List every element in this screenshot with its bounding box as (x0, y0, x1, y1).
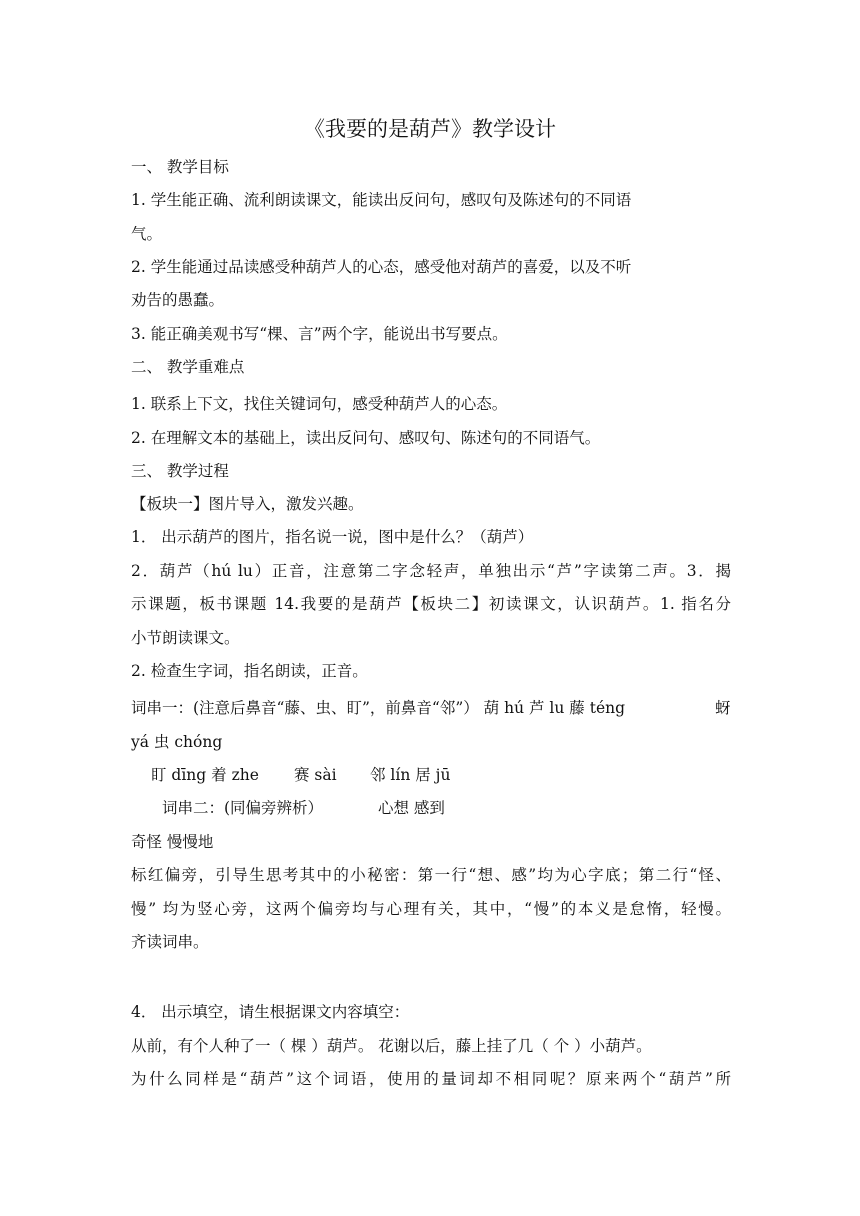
fill-blank-sentence: 从前，有个人种了一（ 棵 ）葫芦。 花谢以后，藤上挂了几（ 个 ）小葫芦。 (131, 1037, 652, 1055)
goal-2-line-1: 2. 学生能通过品读感受种葫芦人的心态，感受他对葫芦的喜爱，以及不听 (131, 258, 632, 276)
section-heading-teaching-goals: 一、 教学目标 (131, 158, 229, 176)
key-point-1: 1. 联系上下文，找住关键词句，感受种葫芦人的心态。 (131, 395, 508, 413)
analysis-line-3: 齐读词串。 (131, 933, 209, 951)
word-group-1-line-2: yá 虫 chóng (131, 733, 223, 751)
analysis-line-1: 标红偏旁，引导生思考其中的小秘密：第一行“想、感”均为心字底；第二行“怪、 (131, 866, 731, 884)
word-group-2-row-1: 心想 感到 (378, 799, 445, 817)
section-heading-key-points: 二、 教学重难点 (131, 358, 245, 376)
analysis-line-2: 慢” 均为竖心旁，这两个偏旁均与心理有关，其中，“慢”的本义是怠惰，轻慢。 (131, 900, 731, 918)
word-group-1-item-lin: 邻 lín 居 jū (370, 766, 451, 784)
check-words-instruction: 2. 检查生字词，指名朗读，正音。 (131, 662, 368, 680)
discussion-question: 为什么同样是“葫芦”这个词语，使用的量词却不相同呢？原来两个“葫芦”所 (131, 1070, 731, 1088)
goal-1-line-2: 气。 (131, 225, 163, 243)
word-group-1-item-sai: 赛 sài (294, 766, 337, 784)
goal-2-line-2: 劝告的愚蠢。 (131, 291, 225, 309)
word-group-1-line-1: 词串一：(注意后鼻音“藤、虫、盯”，前鼻音“邻”） 葫 hú 芦 lu 藤 téng (131, 699, 626, 717)
step-2-line-1: 2．葫芦（hú lu）正音，注意第二字念轻声，单独出示“芦”字读第二声。3．揭 (131, 562, 731, 580)
word-group-1-item-ding: 盯 dīng 着 zhe (151, 766, 259, 784)
block-1-heading: 【板块一】图片导入，激发兴趣。 (131, 495, 364, 513)
word-group-2-row-2: 奇怪 慢慢地 (131, 833, 214, 851)
step-2-line-2: 示课题，板书课题 14.我要的是葫芦【板块二】初读课文，认识葫芦。1. 指名分 (131, 595, 731, 613)
word-group-1-line-1-end: 蚜 (715, 699, 731, 717)
document-title: 《我要的是葫芦》教学设计 (304, 117, 556, 141)
goal-3: 3. 能正确美观书写“棵、言”两个字，能说出书写要点。 (131, 325, 508, 343)
step-2-line-3: 小节朗读课文。 (131, 629, 240, 647)
section-heading-teaching-process: 三、 教学过程 (131, 462, 229, 480)
word-group-2-label: 词串二：(同偏旁辨析） (162, 799, 324, 817)
fill-blank-instruction: 4． 出示填空，请生根据课文内容填空： (131, 1003, 410, 1021)
goal-1-line-1: 1. 学生能正确、流利朗读课文，能读出反问句，感叹句及陈述句的不同语 (131, 191, 632, 209)
key-point-2: 2. 在理解文本的基础上，读出反问句、感叹句、陈述句的不同语气。 (131, 429, 601, 447)
step-1: 1． 出示葫芦的图片，指名说一说，图中是什么？（葫芦） (131, 528, 534, 546)
